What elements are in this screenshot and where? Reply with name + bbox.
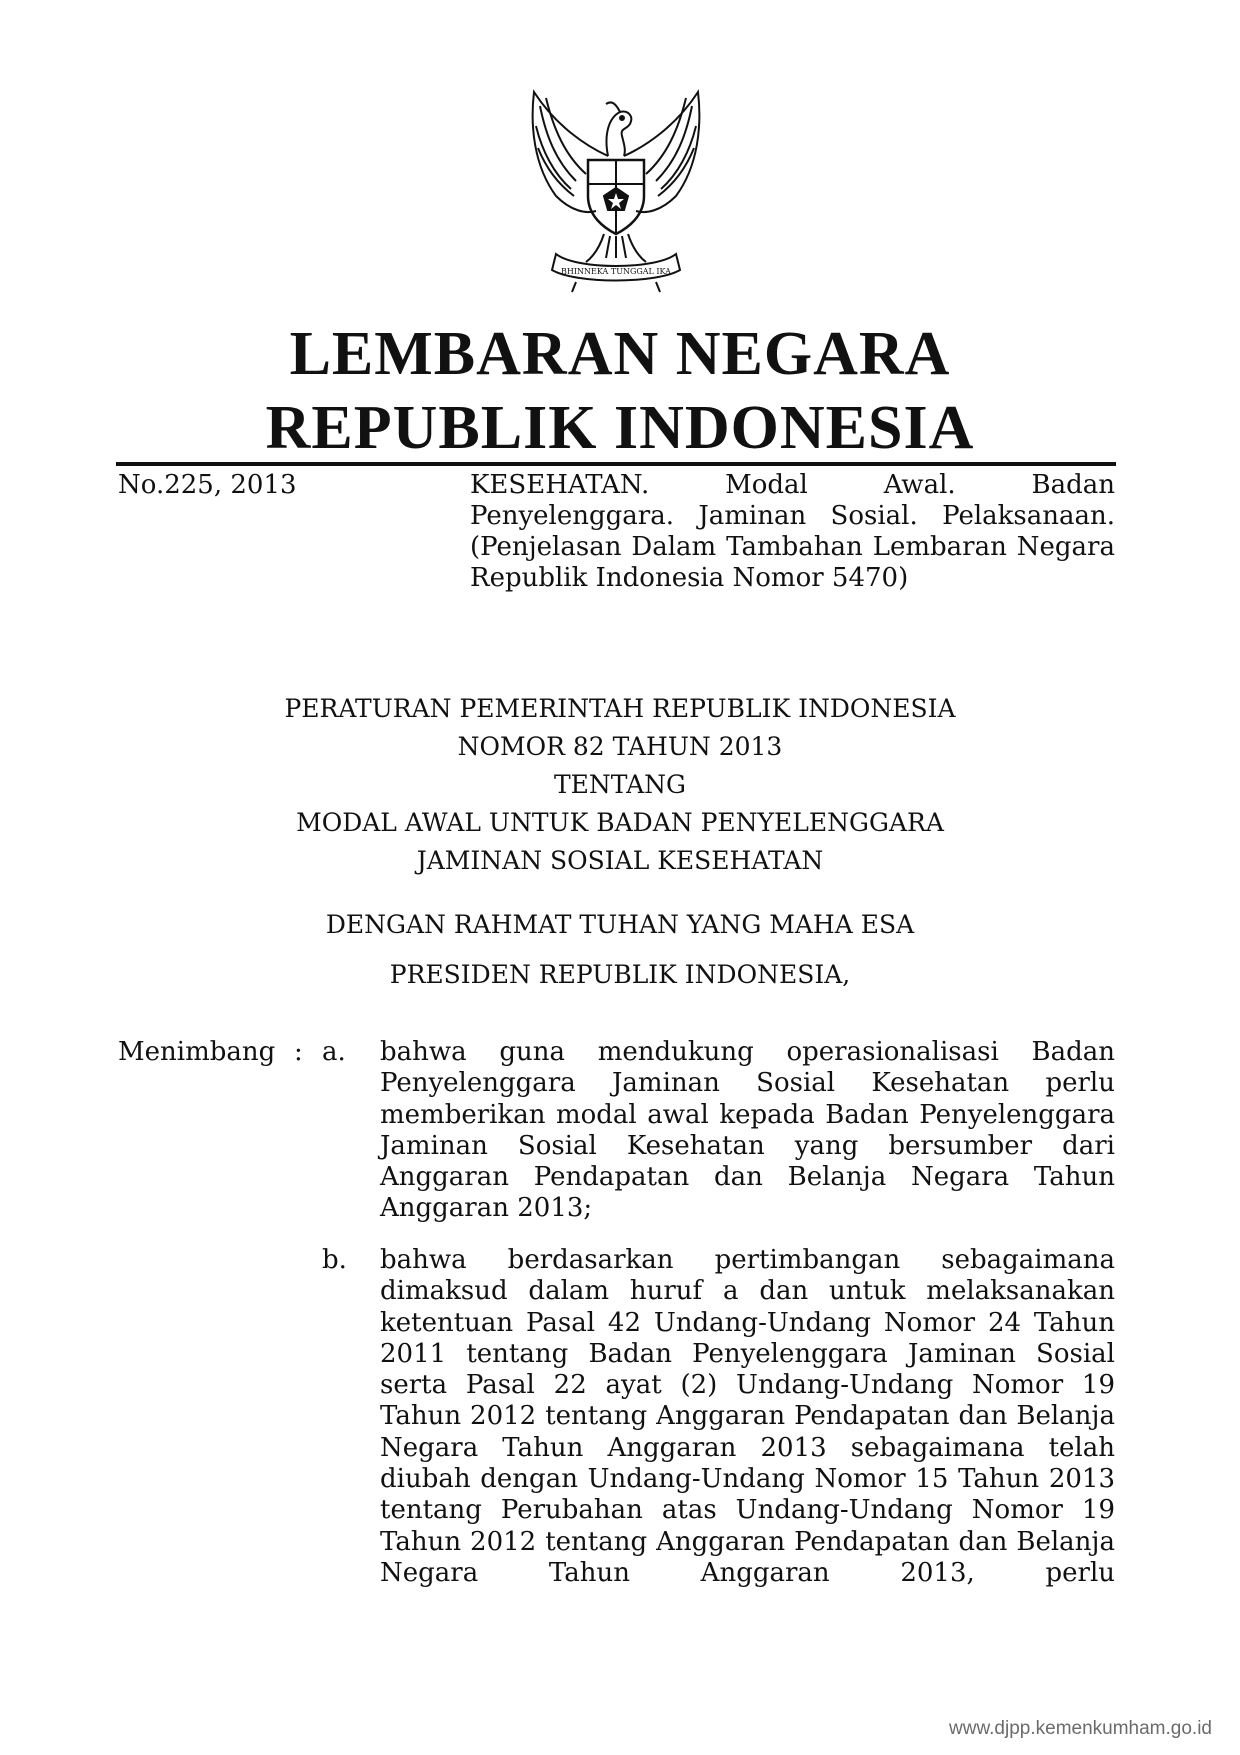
considering-label: Menimbang (118, 1037, 276, 1067)
masthead-title-line1: LEMBARAN NEGARA (289, 320, 951, 388)
masthead-title-line2: REPUBLIK INDONESIA (265, 394, 975, 462)
gazette-summary-line1: KESEHATAN. Modal Awal. Badan (470, 470, 1115, 500)
considering-item-marker-b: b. (322, 1245, 347, 1275)
opening-line1: DENGAN RAHMAT TUHAN YANG MAHA ESA (325, 910, 915, 939)
considering-item-a: bahwa guna mendukung operasionalisasi Badan Penyelenggara Jaminan Sosial Kesehatan perlu memberikan modal awal kepada Badan Penyelenggara Jaminan Sosial Kesehatan yang bersumber dari Anggaran Pendapatan dan Belanja Negara Tahun Anggaran 2013; (380, 1037, 1115, 1224)
regulation-title-line4: MODAL AWAL UNTUK BADAN PENYELENGGARA (296, 808, 944, 837)
regulation-title-line3: TENTANG (553, 770, 686, 799)
considering-item-marker-a: a. (322, 1037, 346, 1067)
gazette-summary (470, 470, 1115, 594)
gazette-summary-rest: Penyelenggara. Jaminan Sosial. Pelaksanaan. (Penjelasan Dalam Tambahan Lembaran Negara Republik Indonesia Nomor 5470) (470, 501, 1115, 593)
considering-item-b: bahwa berdasarkan pertimbangan sebagaimana dimaksud dalam huruf a dan untuk melaksanakan ketentuan Pasal 42 Undang-Undang Nomor 24 Tahun 2011 tentang Badan Penyelenggara Jaminan Sosial serta Pasal 22 ayat (2) Undang-Undang Nomor 19 Tahun 2012 tentang Anggaran Pendapatan dan Belanja Negara Tahun Anggaran 2013 sebagaimana telah diubah dengan Undang-Undang Nomor 15 Tahun 2013 tentang Perubahan atas Undang-Undang Nomor 19 Tahun 2012 tentang Anggaran Pendapatan dan Belanja Negara Tahun Anggaran 2013, perlu (380, 1245, 1115, 1588)
svg-text:BHINNEKA TUNGGAL IKA: BHINNEKA TUNGGAL IKA (561, 267, 671, 276)
opening-formula (0, 900, 1240, 1000)
regulation-title-line2: NOMOR 82 TAHUN 2013 (457, 732, 783, 761)
regulation-title (0, 690, 1240, 880)
footer-url: www.djpp.kemenkumham.go.id (949, 1718, 1212, 1739)
regulation-title-line1: PERATURAN PEMERINTAH REPUBLIK INDONESIA (284, 694, 956, 723)
gazette-number: No.225, 2013 (118, 470, 297, 500)
considering-colon: : (294, 1037, 303, 1067)
opening-line2: PRESIDEN REPUBLIK INDONESIA, (389, 960, 851, 989)
garuda-pancasila-emblem-icon (516, 86, 716, 296)
regulation-title-line5: JAMINAN SOSIAL KESEHATAN (416, 846, 824, 875)
header-divider (116, 462, 1116, 466)
